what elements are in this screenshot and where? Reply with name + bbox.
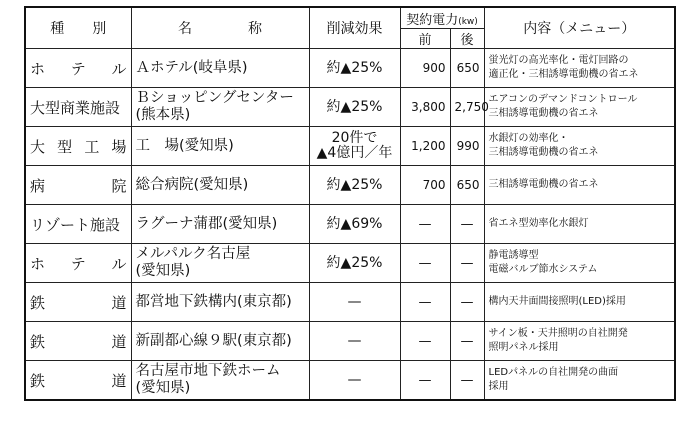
type-char: 道 [111, 371, 127, 390]
cell-content: サイン板・天井照明の自社開発 照明パネル採用 [484, 322, 675, 361]
cell-content: 省エネ型効率化水銀灯 [484, 205, 675, 244]
type-char: 鉄 [30, 332, 46, 351]
type-char: 院 [111, 176, 127, 195]
cell-effect: 20件で ▲4億円／年 [309, 127, 400, 166]
cell-content: LEDパネルの自社開発の曲面 採用 [484, 361, 675, 401]
cell-before: — [400, 244, 450, 283]
header-effect: 削減効果 [309, 7, 400, 49]
type-char: ル [111, 254, 127, 273]
header-before: 前 [400, 29, 450, 49]
header-content: 内容（メニュー） [484, 7, 675, 49]
type-text [30, 331, 127, 352]
energy-saving-cases-table [24, 6, 676, 401]
header-type: 種 別 [25, 7, 131, 49]
type-char: 型 [57, 137, 73, 156]
type-char: リゾート施設 [30, 215, 121, 234]
cell-before: 700 [400, 166, 450, 205]
header-name: 名 称 [131, 7, 309, 49]
cell-content: 静電誘導型 電磁バルブ節水システム [484, 244, 675, 283]
table-row [25, 205, 675, 244]
cell-type [25, 205, 131, 244]
type-char: 鉄 [30, 293, 46, 312]
cell-type [25, 166, 131, 205]
cell-after: — [450, 322, 484, 361]
type-text [30, 370, 127, 391]
cell-type [25, 361, 131, 401]
type-char: テ [70, 254, 86, 273]
type-char: 大 [30, 137, 46, 156]
cell-content: 蛍光灯の高光率化・電灯回路の 適正化・三相誘導電動機の省エネ [484, 49, 675, 88]
table-row [25, 283, 675, 322]
type-text [30, 175, 127, 196]
cell-effect: 約▲69% [309, 205, 400, 244]
header-power-label: 契約電力 [406, 12, 459, 28]
cell-name: Ａホテル(岐阜県) [131, 49, 309, 88]
cell-type [25, 127, 131, 166]
cell-content: 三相誘導電動機の省エネ [484, 166, 675, 205]
type-char: ホ [30, 254, 46, 273]
table-row [25, 49, 675, 88]
type-char: テ [70, 59, 86, 78]
type-text [30, 292, 127, 313]
type-char: 道 [111, 293, 127, 312]
cell-effect: 約▲25% [309, 166, 400, 205]
table-body [25, 49, 675, 401]
cell-type [25, 49, 131, 88]
cell-after: — [450, 205, 484, 244]
header-power [400, 7, 484, 29]
cell-content: エアコンのデマンドコントロール 三相誘導電動機の省エネ [484, 88, 675, 127]
header-after: 後 [450, 29, 484, 49]
table-row [25, 166, 675, 205]
cell-effect: — [309, 322, 400, 361]
type-char: 大型商業施設 [30, 98, 121, 117]
type-text [30, 97, 127, 118]
table-row [25, 88, 675, 127]
cell-effect: 約▲25% [309, 88, 400, 127]
cell-type [25, 88, 131, 127]
cell-content: 水銀灯の効率化・ 三相誘導電動機の省エネ [484, 127, 675, 166]
type-text [30, 214, 127, 235]
type-char: 工 [84, 137, 100, 156]
table-row [25, 127, 675, 166]
cell-after: 650 [450, 166, 484, 205]
cell-after: 2,750 [450, 88, 484, 127]
type-char: 場 [111, 137, 127, 156]
type-char: 病 [30, 176, 46, 195]
cell-name: 新副都心線９駅(東京都) [131, 322, 309, 361]
table-row [25, 361, 675, 401]
type-text [30, 136, 127, 157]
cell-before: — [400, 205, 450, 244]
cell-after: — [450, 361, 484, 401]
cell-before: — [400, 361, 450, 401]
cell-name: 都営地下鉄構内(東京都) [131, 283, 309, 322]
cell-before: — [400, 283, 450, 322]
type-char: 鉄 [30, 371, 46, 390]
type-char: ル [111, 59, 127, 78]
cell-effect: — [309, 361, 400, 401]
cell-name: ラグーナ蒲郡(愛知県) [131, 205, 309, 244]
cell-name: 名古屋市地下鉄ホーム (愛知県) [131, 361, 309, 401]
cell-after: 650 [450, 49, 484, 88]
cell-after: 990 [450, 127, 484, 166]
cell-effect: — [309, 283, 400, 322]
cell-name: メルパルク名古屋 (愛知県) [131, 244, 309, 283]
type-text [30, 253, 127, 274]
cell-effect: 約▲25% [309, 244, 400, 283]
cell-before: 1,200 [400, 127, 450, 166]
header-power-unit: (kw) [458, 16, 478, 27]
cell-before: — [400, 322, 450, 361]
type-text [30, 58, 127, 79]
cell-after: — [450, 283, 484, 322]
cell-type [25, 283, 131, 322]
cell-before: 900 [400, 49, 450, 88]
cell-after: — [450, 244, 484, 283]
cell-name: 総合病院(愛知県) [131, 166, 309, 205]
cell-content: 構内天井面間接照明(LED)採用 [484, 283, 675, 322]
table-row [25, 244, 675, 283]
table-row [25, 322, 675, 361]
cell-name: 工 場(愛知県) [131, 127, 309, 166]
type-char: ホ [30, 59, 46, 78]
cell-name: Ｂショッピングセンター (熊本県) [131, 88, 309, 127]
cell-before: 3,800 [400, 88, 450, 127]
type-char: 道 [111, 332, 127, 351]
cell-type [25, 322, 131, 361]
cell-type [25, 244, 131, 283]
cell-effect: 約▲25% [309, 49, 400, 88]
